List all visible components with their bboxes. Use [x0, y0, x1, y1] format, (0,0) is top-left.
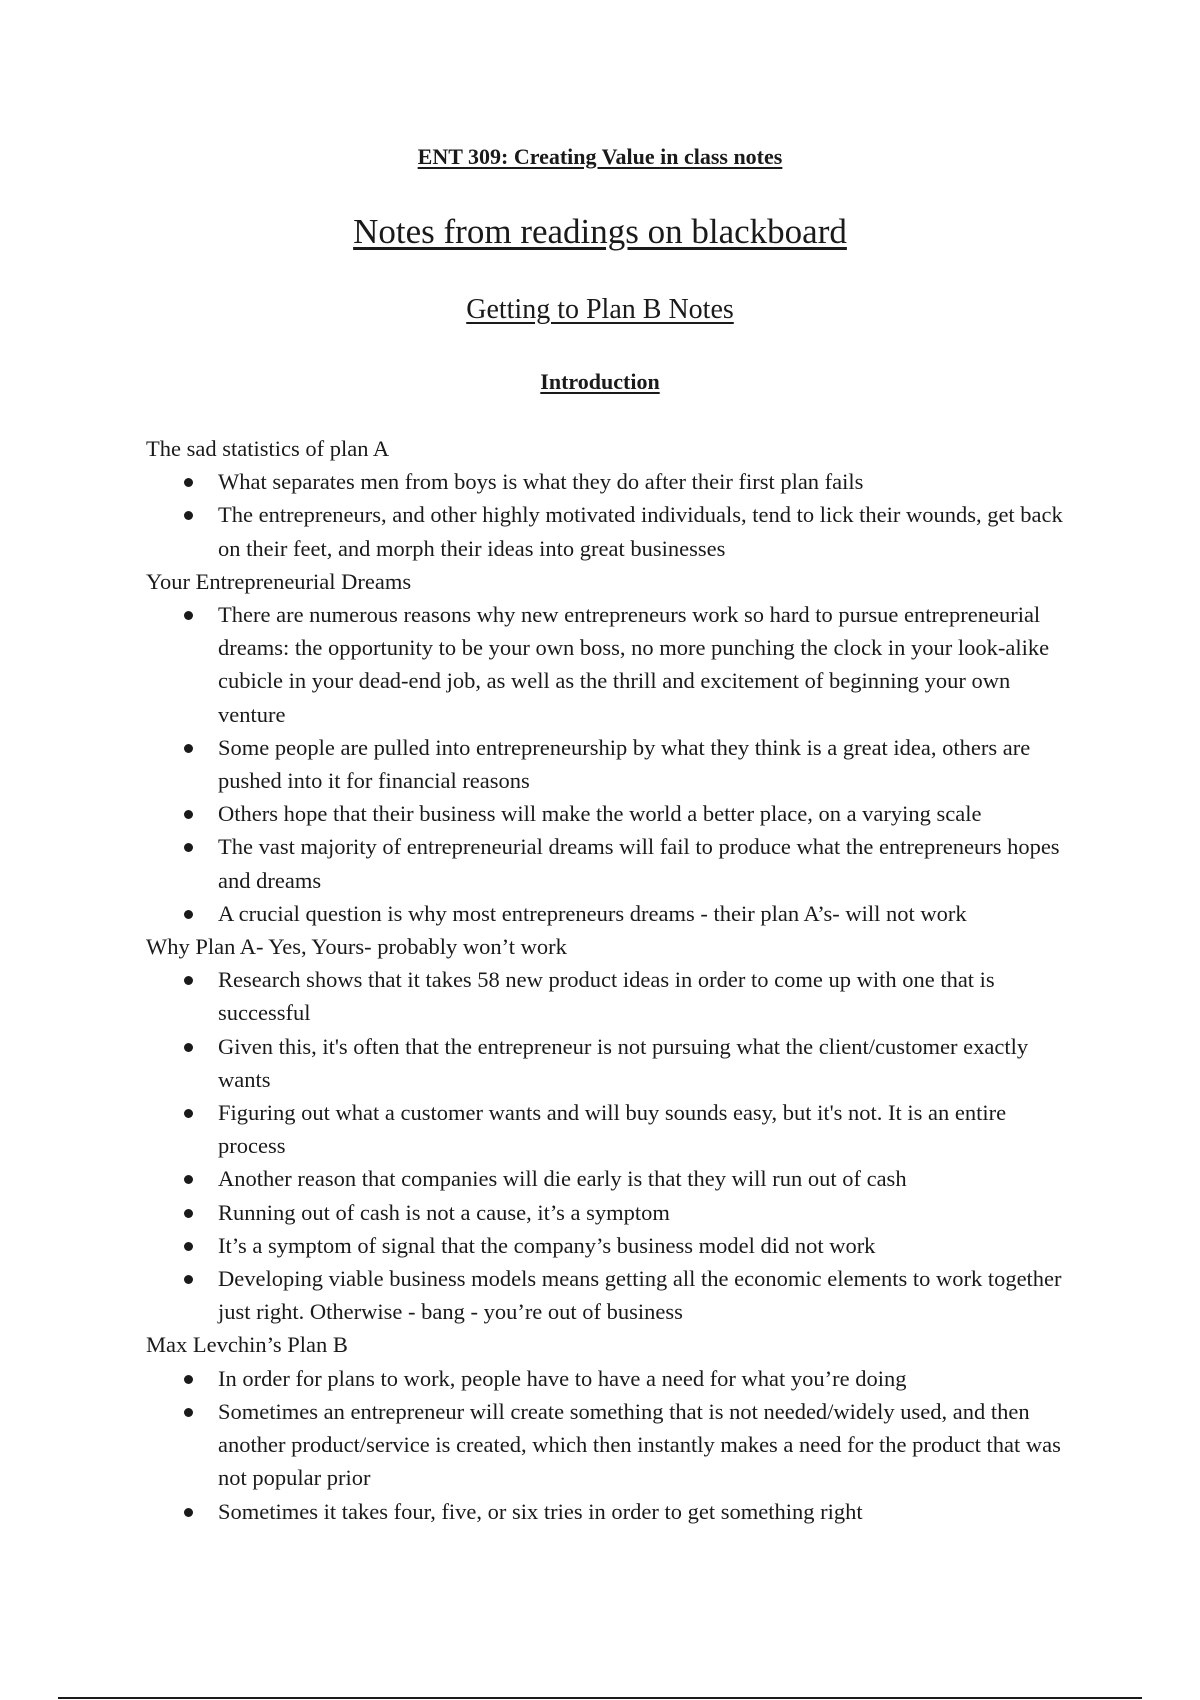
bullet-list	[146, 465, 1066, 565]
bullet-text: Sometimes an entrepreneur will create something that is not needed/widely used, and then another product/service is created, which then instantly makes a need for the product that was not popular prior	[218, 1398, 1061, 1491]
bullet-text: There are numerous reasons why new entrepreneurs work so hard to pursue entrepreneurial dreams: the opportunity to be your own boss, no more punching the clock in your look-alike cubicle in your dead-end job, as well as the thrill and excitement of beginning your own venture	[218, 602, 1050, 727]
bullet-item	[146, 1495, 1066, 1528]
topic-heading: Why Plan A- Yes, Yours- probably won’t work	[146, 934, 567, 960]
bottom-divider	[58, 1697, 1142, 1699]
bullet-list	[146, 963, 1066, 1328]
bullet-item	[146, 963, 1066, 1029]
bullet-text: Research shows that it takes 58 new product ideas in order to come up with one that is successful	[218, 967, 995, 1026]
section-title: Introduction	[540, 369, 660, 394]
bullet-item	[146, 1096, 1066, 1162]
bullet-text: Sometimes it takes four, five, or six tries in order to get something right	[218, 1498, 863, 1524]
bullet-item	[146, 830, 1066, 896]
main-title: Notes from readings on blackboard	[353, 212, 847, 251]
bullet-item	[146, 1362, 1066, 1395]
bullet-item	[146, 498, 1066, 564]
bullet-item	[146, 465, 1066, 498]
bullet-item	[146, 1262, 1066, 1328]
bullet-icon	[184, 1209, 193, 1218]
bullet-item	[146, 797, 1066, 830]
bullet-text: Some people are pulled into entrepreneurship by what they think is a great idea, others are pushed into it for financial reasons	[218, 734, 1031, 794]
bullet-icon	[184, 1242, 193, 1251]
bullet-text: Developing viable business models means getting all the economic elements to work together just right. Otherwise - bang - you’re out of business	[218, 1266, 1062, 1325]
bullet-icon	[184, 1275, 193, 1284]
bullet-item	[146, 598, 1066, 731]
bullet-text: Others hope that their business will make the world a better place, on a varying scale	[218, 801, 982, 827]
bullet-text: Another reason that companies will die early is that they will run out of cash	[218, 1166, 907, 1192]
bullet-text: Given this, it's often that the entrepreneur is not pursuing what the client/customer exactly wants	[218, 1033, 1029, 1092]
bullet-icon	[184, 611, 193, 620]
notes-body	[146, 432, 1066, 1528]
bullet-item	[146, 1196, 1066, 1229]
bullet-icon	[184, 976, 193, 985]
bullet-icon	[184, 910, 193, 919]
bullet-icon	[184, 843, 193, 852]
bullet-icon	[184, 1043, 193, 1052]
bullet-icon	[184, 744, 193, 753]
bullet-text: Figuring out what a customer wants and will buy sounds easy, but it's not. It is an entire process	[218, 1100, 1007, 1159]
bullet-text: What separates men from boys is what they do after their first plan fails	[218, 469, 864, 495]
bullet-item	[146, 1395, 1066, 1495]
topic-heading: Your Entrepreneurial Dreams	[146, 568, 412, 594]
bullet-text: In order for plans to work, people have to have a need for what you’re doing	[218, 1365, 907, 1391]
bullet-icon	[184, 1175, 193, 1184]
bullet-icon	[184, 1508, 193, 1517]
bullet-text: Running out of cash is not a cause, it’s a symptom	[218, 1199, 670, 1225]
bullet-icon	[184, 810, 193, 819]
bullet-icon	[184, 511, 193, 520]
bullet-text: It’s a symptom of signal that the company’s business model did not work	[218, 1232, 876, 1258]
course-title: ENT 309: Creating Value in class notes	[417, 144, 783, 169]
bullet-icon	[184, 1408, 193, 1417]
bullet-icon	[184, 1375, 193, 1384]
bullet-item	[146, 731, 1066, 797]
bullet-text: A crucial question is why most entrepreneurs dreams - their plan A’s- will not work	[218, 900, 967, 926]
bullet-icon	[184, 1109, 193, 1118]
bullet-item	[146, 1030, 1066, 1096]
topic-heading: The sad statistics of plan A	[146, 436, 390, 461]
bullet-item	[146, 897, 1066, 930]
bullet-item	[146, 1229, 1066, 1262]
topic-heading: Max Levchin’s Plan B	[146, 1332, 348, 1358]
bullet-text: The entrepreneurs, and other highly motivated individuals, tend to lick their wounds, get back on their feet, and morph their ideas into great businesses	[218, 502, 1063, 561]
bullet-item	[146, 1162, 1066, 1195]
bullet-icon	[184, 478, 193, 487]
bullet-text: The vast majority of entrepreneurial dreams will fail to produce what the entrepreneurs hopes and dreams	[218, 834, 1060, 893]
subtitle: Getting to Plan B Notes	[466, 294, 734, 325]
bullet-list	[146, 1362, 1066, 1528]
bullet-list	[146, 598, 1066, 930]
